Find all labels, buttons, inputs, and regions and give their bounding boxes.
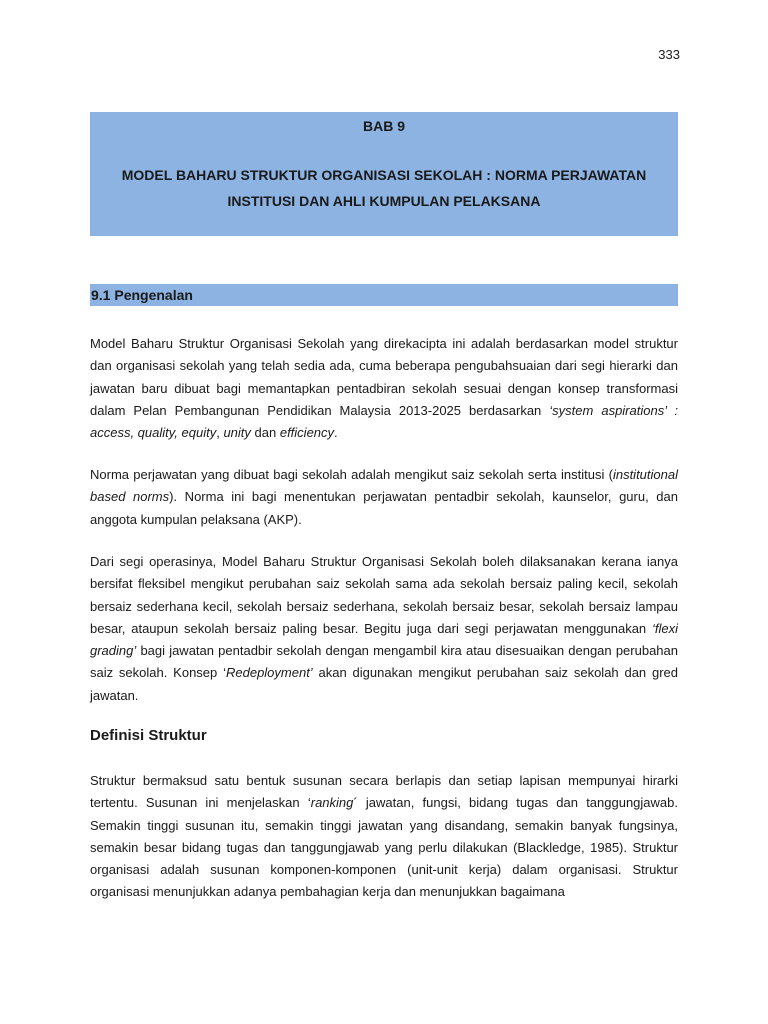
chapter-title-box bbox=[90, 112, 678, 236]
paragraph-text: . bbox=[334, 425, 338, 441]
paragraph-operations bbox=[90, 551, 678, 707]
paragraph-italic-text: ‘flexi grading’ bbox=[90, 620, 678, 659]
paragraph-text: dan bbox=[250, 425, 280, 441]
paragraph-text: ). Norma ini bagi menentukan perjawatan pentadbir sekolah, kaunselor, guru, dan anggota kumpulan pelaksana (AKP). bbox=[90, 489, 678, 527]
paragraph-text: akan digunakan mengikut perubahan saiz sekolah dan gred jawatan. bbox=[90, 665, 678, 703]
paragraph-introduction bbox=[90, 333, 678, 444]
paragraph-norms bbox=[90, 464, 678, 531]
chapter-label: BAB 9 bbox=[362, 118, 405, 134]
paragraph-italic-text: ‘system aspirations’ : access, quality, equity bbox=[90, 402, 678, 441]
paragraph-text: Struktur bermaksud satu bentuk susunan secara berlapis dan setiap lapisan mempunyai hirarki tertentu. Susunan ini menjelaskan ‘ bbox=[90, 773, 678, 811]
paragraph-italic-text: Redeployment’ bbox=[225, 665, 313, 681]
paragraph-text: ´ jawatan, fungsi, bidang tugas dan tanggungjawab. Semakin tinggi susunan itu, semakin tinggi jawatan yang disandang, semakin banyak fungsinya, semakin besar bidang tugas dan tanggungjawab yang perlu dilakukan (Blackledge, 1985). Struktur organisasi adalah susunan komponen-komponen (unit-unit kerja) dalam organisasi. Struktur organisasi menunjukkan adanya pembahagian kerja dan menunjukkan bagaimana bbox=[90, 795, 678, 900]
paragraph-structure-definition bbox=[90, 770, 678, 904]
page-number: 333 bbox=[658, 47, 680, 62]
chapter-title: MODEL BAHARU STRUKTUR ORGANISASI SEKOLAH : NORMA PERJAWATAN INSTITUSI DAN AHLI KUMPULAN PELAKSANA bbox=[121, 167, 647, 209]
paragraph-text: , bbox=[216, 425, 224, 441]
paragraph-italic-text: ranking bbox=[310, 795, 354, 811]
section-heading: 9.1 Pengenalan bbox=[90, 284, 678, 306]
paragraph-italic-text: unity bbox=[223, 425, 251, 441]
paragraph-italic-text: efficiency bbox=[279, 425, 335, 441]
paragraph-text: bagi jawatan pentadbir sekolah dengan mengambil kira atau disesuaikan dengan perubahan saiz sekolah. Konsep ‘ bbox=[90, 643, 678, 681]
subheading-definition: Definisi Struktur bbox=[90, 727, 207, 744]
paragraph-italic-text: institutional based norms bbox=[90, 467, 678, 505]
paragraph-text: Model Baharu Struktur Organisasi Sekolah yang direkacipta ini adalah berdasarkan model struktur dan organisasi sekolah yang telah sedia ada, cuma beberapa pengubahsuaian dari segi hierarki dan jawatan baru dibuat bagi memantapkan pentadbiran sekolah sesuai dengan konsep transformasi dalam Pelan Pembangunan Pendidikan Malaysia 2013-2025 berdasarkan bbox=[90, 336, 678, 418]
paragraph-text: Dari segi operasinya, Model Baharu Struktur Organisasi Sekolah boleh dilaksanakan kerana ianya bersifat fleksibel mengikut perubahan saiz sekolah sama ada sekolah bersaiz paling kecil, sekolah bersaiz sederhana kecil, sekolah bersaiz sederhana, sekolah bersaiz besar, sekolah bersaiz lampau besar, ataupun sekolah bersaiz paling besar. Begitu juga dari segi perjawatan menggunakan bbox=[90, 554, 678, 636]
paragraph-text: Norma perjawatan yang dibuat bagi sekolah adalah mengikut saiz sekolah serta institusi ( bbox=[90, 467, 613, 482]
